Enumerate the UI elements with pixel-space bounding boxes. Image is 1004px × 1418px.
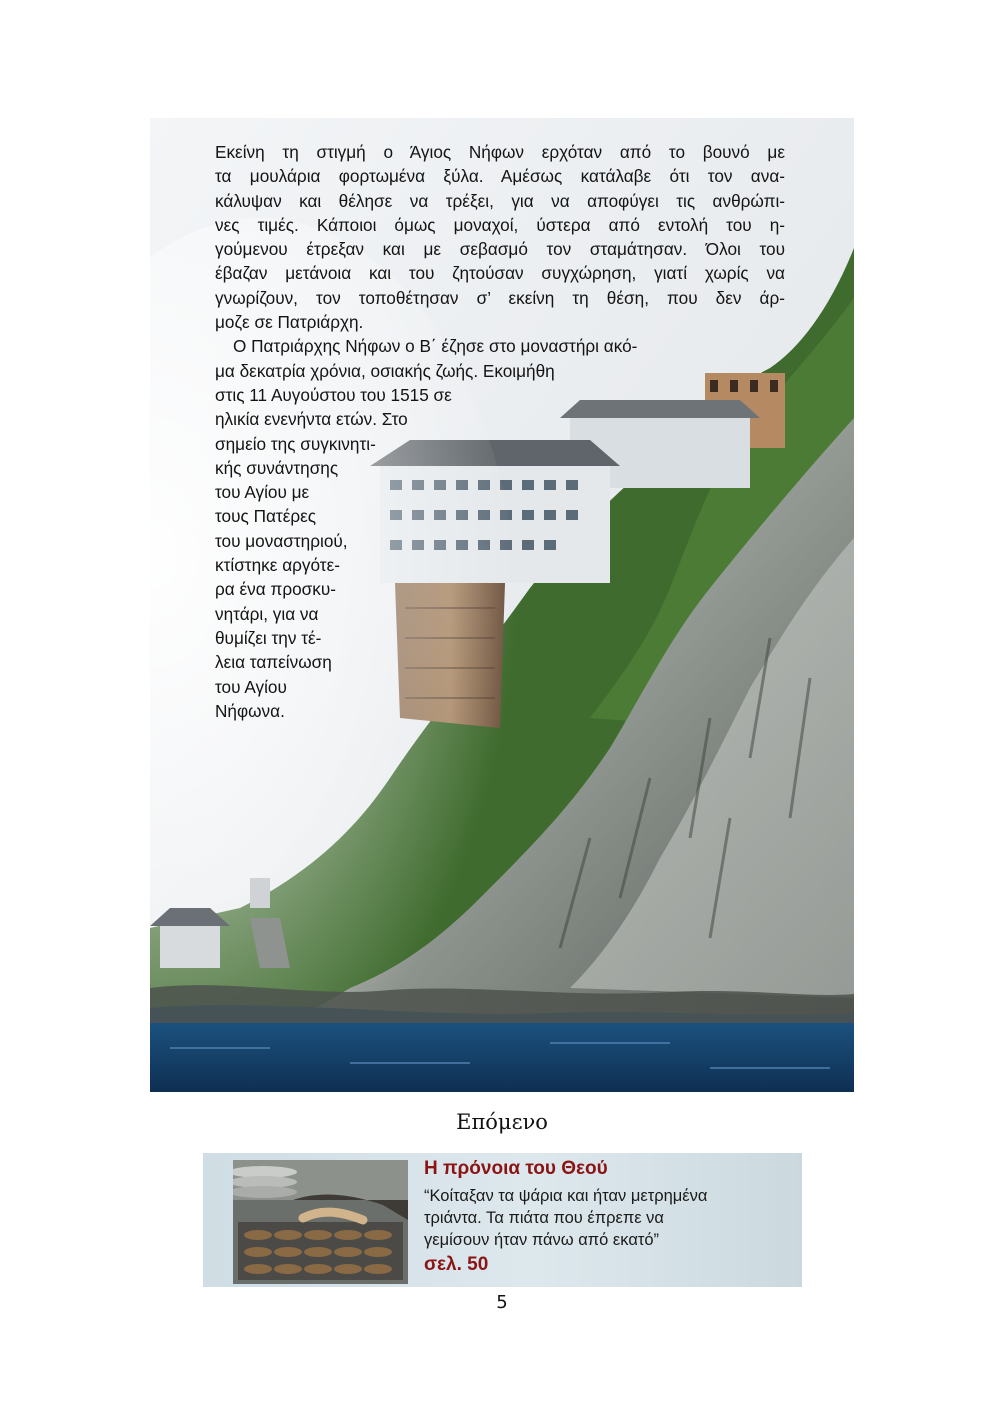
story-line: στις 11 Αυγούστου του 1515 σε [215,384,452,405]
story-line: ηλικία ενενήντα ετών. Στο [215,409,408,430]
story-line: Ο Πατριάρχης Νήφων ο Β΄ έζησε στο μοναστήρι ακό- [233,336,638,357]
story-line: μα δεκατρία χρόνια, οσιακής ζωής. Εκοιμήθη [215,360,555,381]
story-line: του μοναστηριού, [215,530,348,551]
story-line: του Αγίου [215,676,287,697]
story-line: τα μουλάρια φορτωμένα ξύλα. Αμέσως κατάλαβε ότι τον ανα- [215,166,785,187]
story-line: κάλυψαν και θέλησε να τρέξει, για να αποφύγει τις ανθρώπι- [215,190,785,211]
fish-trays-image [233,1160,408,1284]
story-line: γνωρίζουν, τον τοποθέτησαν σ’ εκείνη τη θέση, που δεν άρ- [215,287,785,308]
story-line: σημείο της συγκινητι- [215,433,376,454]
story-line: μοζε σε Πατριάρχη. [215,312,364,333]
story-line: Εκείνη τη στιγμή ο Άγιος Νήφων ερχόταν από το βουνό με [215,142,785,162]
next-story-quote [424,1185,794,1251]
story-line: κτίστηκε αργότε- [215,555,340,576]
story-line: τους Πατέρες [215,506,317,527]
story-line: λεια ταπείνωση [215,652,332,673]
next-story-card[interactable] [203,1153,802,1287]
story-line: νητάρι, για να [215,603,319,624]
story-line: γούμενου έτρεξαν και με σεβασμό τον σταμάτησαν. Όλοι του [215,239,785,260]
story-text [215,140,785,723]
story-line: κής συνάντησης [215,457,339,478]
story-line: Νήφωνα. [215,700,285,721]
quote-line: τριάντα. Τα πιάτα που έπρεπε να [424,1209,664,1227]
next-heading: Επόμενο [456,1110,548,1134]
story-line: έβαζαν μετάνοια και του ζητούσαν συγχώρηση, γιατί χωρίς να [215,263,785,284]
next-story-title: Η πρόνοια του Θεού [424,1158,608,1179]
story-line: ρα ένα προσκυ- [215,579,336,600]
story-line: θυμίζει την τέ- [215,627,322,648]
fish-trays-thumbnail [233,1160,408,1284]
quote-line: “Κοίταξαν τα ψάρια και ήταν μετρημένα [424,1187,708,1205]
story-line: νες τιμές. Κάποιοι όμως μοναχοί, ύστερα από εντολή του η- [215,214,785,235]
quote-line: γεμίσουν ήταν πάνω από εκατό” [424,1231,660,1249]
story-line: του Αγίου με [215,482,310,503]
next-story-page-ref[interactable]: σελ. 50 [424,1254,489,1275]
page-number: 5 [496,1292,508,1313]
